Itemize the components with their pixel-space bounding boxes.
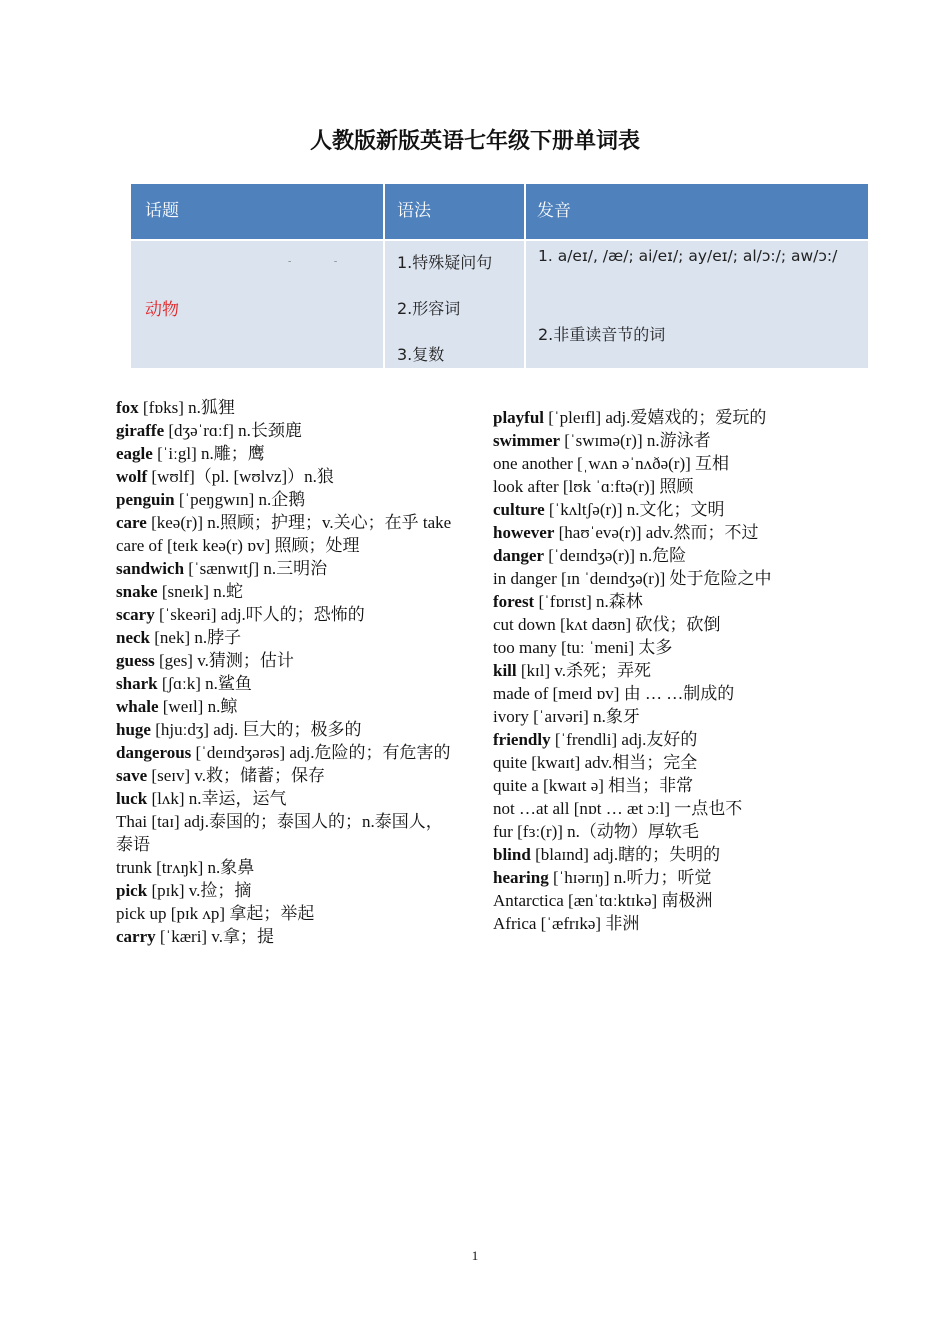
vocab-definition: [ʃɑːk] n.鲨鱼	[157, 674, 252, 693]
vocab-word: swimmer	[493, 431, 561, 450]
vocab-definition: [meɪd ɒv] 由 … …制成的	[548, 684, 735, 703]
vocab-entry	[493, 889, 811, 912]
vocab-definition: [trʌŋk] n.象鼻	[151, 858, 255, 877]
vocab-definition: [hjuːdʒ] adj. 巨大的；极多的	[150, 720, 362, 739]
vocab-word: pick	[116, 881, 148, 900]
vocab-entry	[116, 419, 456, 442]
vocab-definition: [kɪl] v.杀死；弄死	[516, 661, 652, 680]
vocab-entry	[493, 912, 811, 935]
vocab-definition: [ˈkæri] v.拿；提	[155, 927, 274, 946]
vocabulary-list-left	[116, 396, 456, 948]
vocab-definition: [weɪl] n.鲸	[158, 697, 238, 716]
vocab-word: care	[116, 513, 147, 532]
vocab-definition: [ges] v.猜测；估计	[154, 651, 294, 670]
vocab-definition: [nek] n.脖子	[150, 628, 242, 647]
vocab-definition: [blaɪnd] adj.瞎的；失明的	[530, 845, 721, 864]
vocab-entry	[493, 452, 811, 475]
vocab-word: quite	[493, 753, 527, 772]
vocab-word: made of	[493, 684, 549, 703]
vocab-word: scary	[116, 605, 155, 624]
vocab-word: whale	[116, 697, 159, 716]
vocab-entry	[493, 613, 811, 636]
vocab-definition: [ˈdeɪndʒərəs] adj.危险的；有危害的	[191, 743, 451, 762]
vocab-word: trunk	[116, 858, 152, 877]
vocab-definition: [ˈfɒrɪst] n.森林	[534, 592, 643, 611]
vocab-entry	[493, 866, 811, 889]
vocab-word: guess	[116, 651, 155, 670]
vocab-word: friendly	[493, 730, 551, 749]
vocab-definition: [ˈswɪmə(r)] n.游泳者	[560, 431, 711, 450]
vocab-word: fox	[116, 398, 139, 417]
vocab-entry	[493, 659, 811, 682]
header-grammar: 语法	[397, 201, 431, 221]
vocab-entry	[116, 718, 456, 741]
vocab-definition: [ænˈtɑːktɪkə] 南极洲	[563, 891, 713, 910]
vocab-entry	[116, 603, 456, 626]
vocab-entry	[116, 925, 456, 948]
vocab-word: forest	[493, 592, 535, 611]
vocab-definition: [ˈiːgl] n.雕；鹰	[152, 444, 265, 463]
vocab-word: quite a	[493, 776, 539, 795]
vocab-word: shark	[116, 674, 158, 693]
vocab-entry	[116, 557, 456, 580]
grammar-item: 2.形容词	[397, 299, 461, 318]
vocab-word: neck	[116, 628, 150, 647]
vocab-entry	[493, 475, 811, 498]
header-pronunciation: 发音	[537, 201, 571, 221]
vocab-definition: [pɪk ʌp] 拿起；举起	[166, 904, 315, 923]
topic-table	[131, 184, 868, 368]
vocab-word: playful	[493, 408, 545, 427]
vocab-definition: [haʊˈevə(r)] adv.然而；不过	[554, 523, 759, 542]
vocab-entry	[493, 521, 811, 544]
vocab-word: too many	[493, 638, 557, 657]
vocab-entry	[493, 751, 811, 774]
page-number: 1	[471, 1248, 479, 1263]
vocab-word: danger	[493, 546, 544, 565]
vocab-word: blind	[493, 845, 531, 864]
topic-value: 动物	[145, 300, 179, 320]
vocab-entry	[116, 442, 456, 465]
vocab-entry	[493, 728, 811, 751]
vocab-entry	[116, 488, 456, 511]
vocab-definition: [kwaɪt] adv.相当；完全	[527, 753, 698, 772]
vocab-word: hearing	[493, 868, 549, 887]
table-header-row	[131, 184, 868, 239]
vocab-word: eagle	[116, 444, 153, 463]
header-topic: 话题	[145, 201, 179, 221]
vocab-word: snake	[116, 582, 158, 601]
vocab-word: carry	[116, 927, 156, 946]
page-title: 人教版新版英语七年级下册单词表	[309, 128, 640, 154]
vocab-entry	[493, 498, 811, 521]
vocab-entry	[493, 820, 811, 843]
vocab-definition: [lʌk] n.幸运，运气	[147, 789, 287, 808]
vocab-definition: [ˈsænwɪtʃ] n.三明治	[184, 559, 328, 578]
vocab-word: dangerous	[116, 743, 192, 762]
vocab-entry	[493, 705, 811, 728]
vocab-entry	[116, 695, 456, 718]
vocab-definition: [ˈhɪərɪŋ] n.听力；听觉	[548, 868, 712, 887]
vocab-entry	[493, 429, 811, 452]
vocab-entry	[493, 682, 811, 705]
vocab-definition: [kʌt daʊn] 砍伐；砍倒	[555, 615, 721, 634]
column-divider	[383, 184, 385, 368]
vocab-entry	[116, 787, 456, 810]
vocab-definition: [ˈskeəri] adj.吓人的；恐怖的	[154, 605, 365, 624]
vocab-entry	[116, 396, 456, 419]
vocab-entry	[493, 797, 811, 820]
vocab-entry	[493, 843, 811, 866]
vocab-word: huge	[116, 720, 151, 739]
grammar-item: 1.特殊疑问句	[397, 253, 493, 272]
vocab-word: not …at all	[493, 799, 570, 818]
column-divider	[524, 184, 526, 368]
grammar-item: 3.复数	[397, 345, 445, 364]
vocab-entry	[116, 902, 456, 925]
vocab-definition: [tuː ˈmeni] 太多	[556, 638, 673, 657]
vocab-word: save	[116, 766, 148, 785]
vocab-word: penguin	[116, 490, 175, 509]
vocab-definition: [taɪ] adj.泰国的；泰国人的；n.泰国人， 泰语	[116, 812, 443, 854]
vocab-definition: [ˈæfrɪkə] 非洲	[536, 914, 640, 933]
decorative-marks: - -	[288, 256, 358, 267]
vocab-entry	[116, 580, 456, 603]
vocab-definition: [lʊk ˈɑːftə(r)] 照顾	[558, 477, 694, 496]
vocab-definition: [ˈaɪvəri] n.象牙	[528, 707, 640, 726]
vocab-word: wolf	[116, 467, 148, 486]
vocab-definition: [ˈpleɪfl] adj.爱嬉戏的；爱玩的	[544, 408, 767, 427]
vocab-entry	[116, 810, 456, 856]
vocab-definition: [pɪk] v.捡；摘	[147, 881, 252, 900]
vocab-definition: [fɒks] n.狐狸	[138, 398, 235, 417]
vocab-definition: [wʊlf]（pl. [wʊlvz]）n.狼	[147, 467, 334, 486]
vocab-definition: [kwaɪt ə] 相当；非常	[538, 776, 694, 795]
vocab-definition: [nɒt … æt ɔːl] 一点也不	[569, 799, 743, 818]
vocab-definition: [ˈdeɪndʒə(r)] n.危险	[544, 546, 687, 565]
vocab-definition: [ˈkʌltʃə(r)] n.文化；文明	[544, 500, 725, 519]
vocab-word: sandwich	[116, 559, 185, 578]
vocab-entry	[493, 406, 811, 429]
vocab-definition: [dʒəˈrɑːf] n.长颈鹿	[164, 421, 302, 440]
vocab-word: kill	[493, 661, 517, 680]
vocab-entry	[116, 856, 456, 879]
vocab-entry	[493, 544, 811, 567]
vocab-definition: [ˌwʌn əˈnʌðə(r)] 互相	[572, 454, 730, 473]
vocab-entry	[493, 567, 811, 590]
vocabulary-list-right	[493, 406, 811, 935]
vocab-word: however	[493, 523, 555, 542]
vocab-word: Antarctica	[493, 891, 564, 910]
pronunciation-item: 1. a/eɪ/, /æ/; ai/eɪ/; ay/eɪ/; al/ɔ:/; aw/ɔ:/	[538, 247, 838, 265]
vocab-entry	[116, 511, 456, 557]
vocab-word: ivory	[493, 707, 529, 726]
vocab-word: in danger	[493, 569, 557, 588]
vocab-definition: [ˈpeŋgwɪn] n.企鹅	[174, 490, 306, 509]
vocab-word: pick up	[116, 904, 167, 923]
vocab-definition: [ˈfrendli] adj.友好的	[550, 730, 698, 749]
vocab-entry	[116, 672, 456, 695]
vocab-entry	[116, 626, 456, 649]
vocab-entry	[116, 649, 456, 672]
vocab-definition: [fɜː(r)] n.（动物）厚软毛	[512, 822, 699, 841]
vocab-word: one another	[493, 454, 573, 473]
vocab-word: look after	[493, 477, 559, 496]
vocab-entry	[116, 465, 456, 488]
vocab-word: cut down	[493, 615, 556, 634]
vocab-word: Thai	[116, 812, 148, 831]
vocab-entry	[116, 741, 456, 764]
vocab-definition: [seɪv] v.救；储蓄；保存	[147, 766, 326, 785]
vocab-word: giraffe	[116, 421, 165, 440]
vocab-definition: [ɪn ˈdeɪndʒə(r)] 处于危险之中	[556, 569, 772, 588]
vocab-word: fur	[493, 822, 513, 841]
pronunciation-item: 2.非重读音节的词	[538, 325, 666, 344]
vocab-entry	[493, 636, 811, 659]
vocab-entry	[116, 879, 456, 902]
vocab-entry	[116, 764, 456, 787]
vocab-definition: [keə(r)] n.照顾；护理；v.关心；在乎 take care of [teɪk keə(r) ɒv] 照顾；处理	[116, 513, 452, 555]
vocab-entry	[493, 590, 811, 613]
vocab-entry	[493, 774, 811, 797]
vocab-definition: [sneɪk] n.蛇	[157, 582, 244, 601]
vocab-word: luck	[116, 789, 148, 808]
vocab-word: culture	[493, 500, 545, 519]
vocab-word: Africa	[493, 914, 537, 933]
